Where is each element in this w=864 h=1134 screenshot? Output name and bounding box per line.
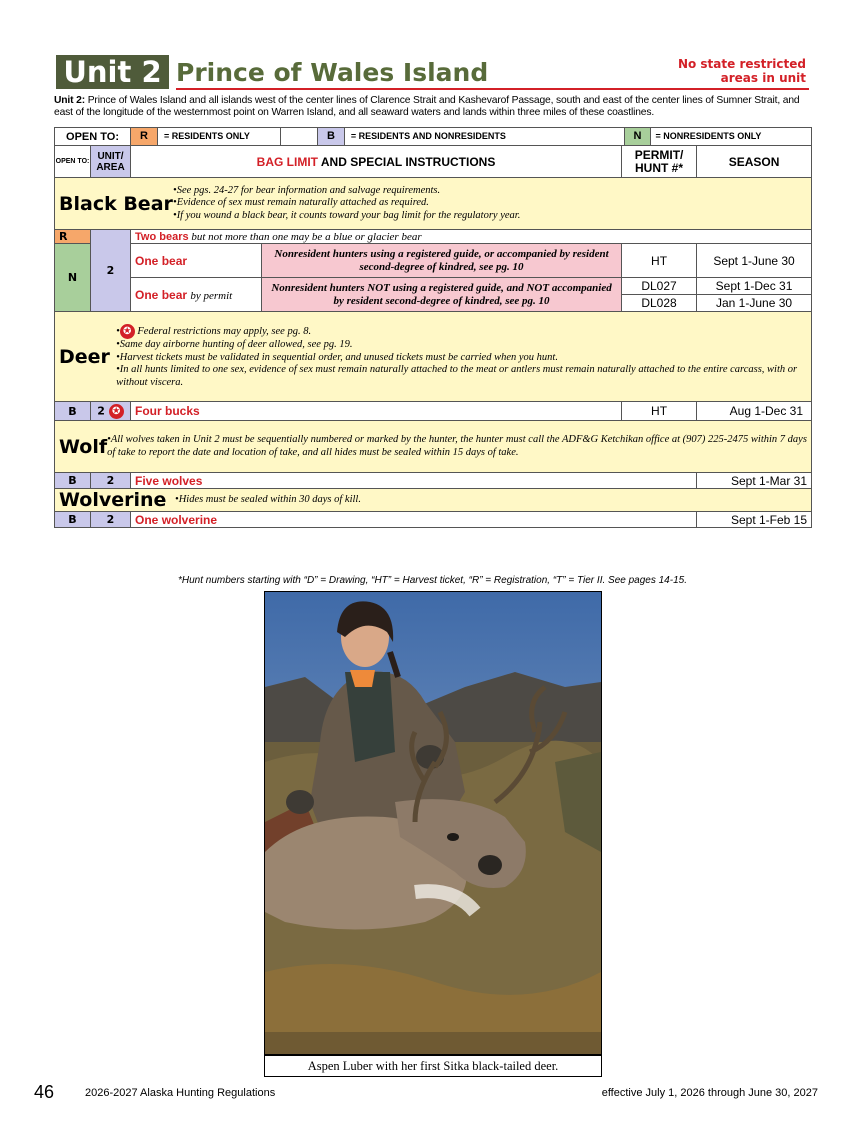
season: Sept 1-Mar 31 bbox=[697, 473, 812, 489]
effective-dates: effective July 1, 2026 through June 30, 2027 bbox=[601, 1087, 818, 1099]
black-bear-note: •Evidence of sex must remain naturally attached as required. bbox=[173, 197, 429, 209]
federal-star-icon: ✪ bbox=[120, 324, 135, 339]
photo-caption: Aspen Luber with her first Sitka black-tailed deer. bbox=[264, 1055, 602, 1077]
unit-description bbox=[54, 95, 811, 119]
legend-n-code: N bbox=[624, 128, 652, 145]
wolverine-header bbox=[55, 489, 812, 512]
col-unit-area: UNIT/ AREA bbox=[91, 146, 131, 178]
permit: DL028 bbox=[622, 295, 697, 312]
wolf-title: Wolf bbox=[59, 435, 108, 458]
season: Jan 1-June 30 bbox=[697, 295, 812, 312]
bag-note: Nonresident hunters using a registered guide, or accompanied by resident second-degree of kindred, see pg. 10 bbox=[262, 244, 622, 278]
legend-n-label: = NONRESIDENTS ONLY bbox=[655, 131, 762, 141]
open-to-code: R bbox=[55, 230, 91, 244]
unit-title: Prince of Wales Island bbox=[176, 58, 489, 87]
col-open-to: OPEN TO: bbox=[55, 146, 91, 178]
wolverine-note: •Hides must be sealed within 30 days of kill. bbox=[175, 493, 361, 505]
column-header-row bbox=[55, 146, 812, 178]
wolverine-title: Wolverine bbox=[59, 489, 167, 511]
table-row bbox=[55, 473, 812, 489]
season: Sept 1-June 30 bbox=[697, 244, 812, 278]
bag-note: Nonresident hunters NOT using a registered guide, and NOT accompanied by resident second-degree of kindred, see pg. 10 bbox=[262, 278, 622, 312]
col-bag-limit-red: BAG LIMIT bbox=[256, 154, 318, 169]
deer-note: •Same day airborne hunting of deer allowed, see pg. 19. bbox=[116, 339, 353, 350]
legend-r-label: = RESIDENTS ONLY bbox=[158, 128, 281, 145]
open-to-code: B bbox=[55, 512, 91, 528]
hunter-with-deer-photo bbox=[264, 591, 602, 1055]
unit-area: 2 ✪ bbox=[91, 402, 131, 421]
black-bear-notes bbox=[173, 185, 520, 223]
permit: HT bbox=[622, 244, 697, 278]
title-underline bbox=[176, 88, 809, 90]
unit-area: 2 bbox=[91, 473, 131, 489]
unit-description-label: Unit 2: bbox=[54, 95, 85, 106]
deer-note: • ✪ Federal restrictions may apply, see pg. 8. bbox=[116, 325, 312, 337]
no-restricted-line2: areas in unit bbox=[720, 71, 806, 85]
wolf-note: •All wolves taken in Unit 2 must be sequentially numbered or marked by the hunter, the hunter must call the ADF&G Ketchikan office at (907) 225-2475 within 7 days of take to report the date and location of take, and all hides must be sealed within 15 days of take. bbox=[107, 434, 807, 458]
no-restricted-note bbox=[678, 57, 806, 85]
bag-limit: Four bucks bbox=[131, 402, 622, 421]
legend-r-code: R bbox=[131, 128, 158, 145]
unit-badge: Unit 2 bbox=[56, 55, 169, 89]
bag-limit: One bear bbox=[131, 244, 262, 278]
black-bear-header bbox=[55, 178, 812, 230]
col-permit: PERMIT/ HUNT #* bbox=[622, 146, 697, 178]
black-bear-note: •See pgs. 24-27 for bear information and salvage requirements. bbox=[173, 184, 441, 196]
legend-b-label: = RESIDENTS AND NONRESIDENTS bbox=[350, 131, 506, 141]
bag-limit: Five wolves bbox=[131, 473, 697, 489]
bag-limit: One bear by permit bbox=[131, 278, 262, 312]
col-bag-limit-rest: AND SPECIAL INSTRUCTIONS bbox=[318, 154, 496, 169]
bag-limit: One wolverine bbox=[131, 512, 697, 528]
deer-header bbox=[55, 312, 812, 402]
season: Aug 1-Dec 31 bbox=[697, 402, 812, 421]
col-season: SEASON bbox=[697, 146, 812, 178]
open-to-code: B bbox=[55, 473, 91, 489]
legend-row bbox=[55, 128, 812, 146]
unit-area: 2 bbox=[91, 230, 131, 312]
federal-star-icon: ✪ bbox=[109, 404, 124, 419]
table-row bbox=[55, 402, 812, 421]
deer-title: Deer bbox=[59, 345, 110, 368]
black-bear-note: •If you wound a black bear, it counts toward your bag limit for the regulatory year. bbox=[173, 209, 521, 221]
season: Sept 1-Feb 15 bbox=[697, 512, 812, 528]
deer-note: •In all hunts limited to one sex, evidence of sex must remain naturally attached to the meat or antlers must remain naturally attached to the entire carcass, with or without viscera. bbox=[116, 364, 798, 388]
open-to-code: N bbox=[55, 244, 91, 312]
regulations-table bbox=[54, 127, 812, 528]
deer-note: •Harvest tickets must be validated in sequential order, and unused tickets must be carried when you hunt. bbox=[116, 351, 558, 363]
table-row bbox=[55, 244, 812, 278]
table-row bbox=[55, 512, 812, 528]
black-bear-title: Black Bear bbox=[59, 192, 173, 215]
wolf-header bbox=[55, 421, 812, 473]
col-bag-limit bbox=[131, 146, 622, 178]
page-number: 46 bbox=[34, 1082, 55, 1102]
table-row bbox=[55, 230, 812, 244]
publication-title: 2026-2027 Alaska Hunting Regulations bbox=[85, 1087, 276, 1099]
unit-area: 2 bbox=[91, 512, 131, 528]
bag-limit: Two bears but not more than one may be a blue or glacier bear bbox=[131, 230, 812, 244]
permit: HT bbox=[622, 402, 697, 421]
deer-notes bbox=[116, 324, 807, 389]
table-row bbox=[55, 278, 812, 295]
hunt-number-footnote: *Hunt numbers starting with “D” = Drawing, “HT” = Harvest ticket, “R” = Registration, “T” = Tier II. See pages 14-15. bbox=[178, 575, 687, 586]
permit: DL027 bbox=[622, 278, 697, 295]
unit-description-text: Prince of Wales Island and all islands west of the center lines of Clarence Strait and Kashevarof Passage, south and east of the center lines of Sumner Strait, and east of the longitude of the westernmost point on Warren Island, and all seaward waters and lands within three miles of these coastlines. bbox=[54, 95, 800, 118]
legend-b-code: B bbox=[317, 128, 345, 145]
open-to-code: B bbox=[55, 402, 91, 421]
season: Sept 1-Dec 31 bbox=[697, 278, 812, 295]
legend-open-to: OPEN TO: bbox=[55, 128, 131, 146]
no-restricted-line1: No state restricted bbox=[677, 57, 806, 71]
